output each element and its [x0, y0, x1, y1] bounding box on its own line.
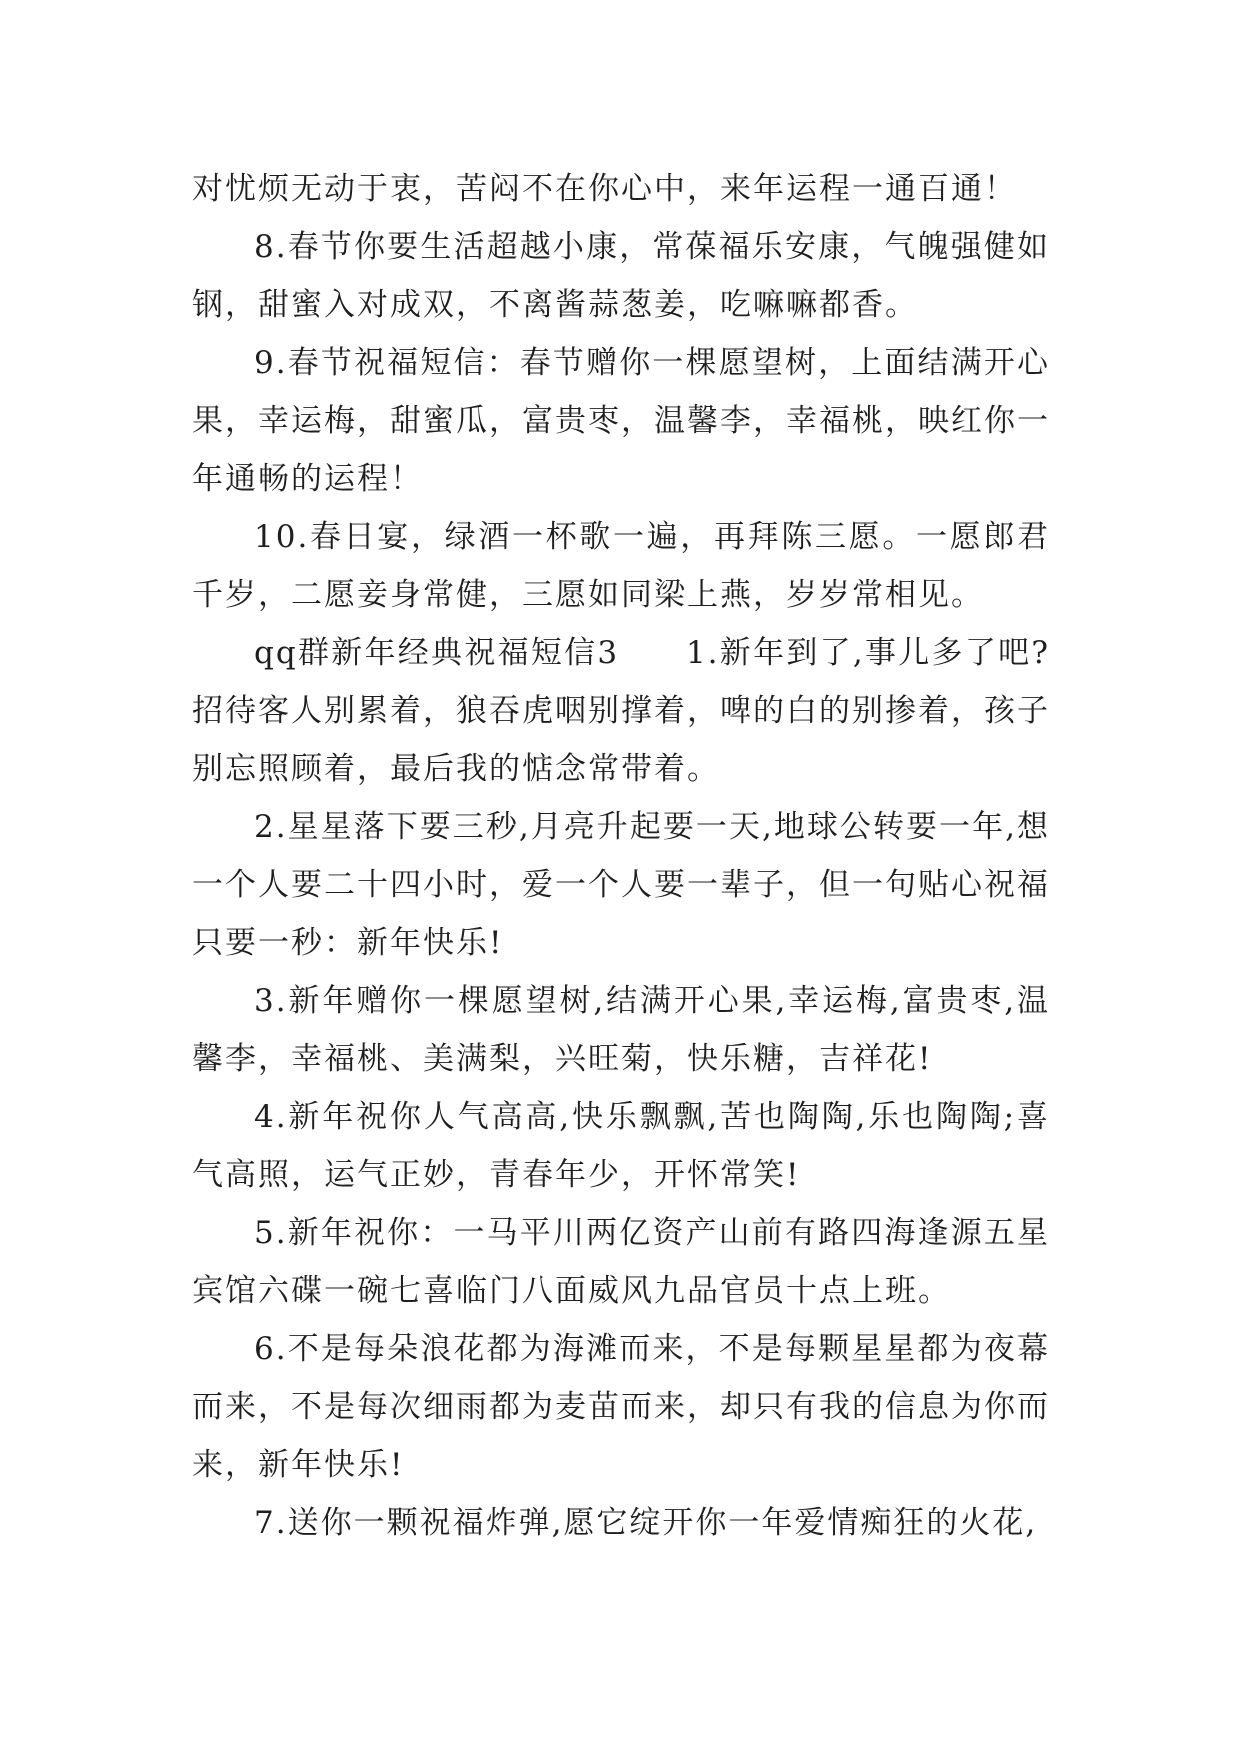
- paragraph: 3.新年赠你一棵愿望树,结满开心果,幸运梅,富贵枣,温馨李，幸福桃、美满梨，兴旺菊，快乐糖，吉祥花!: [192, 983, 1050, 1077]
- paragraph: qq群新年经典祝福短信3 1.新年到了,事儿多了吧?招待客人别累着，狼吞虎咽别撑着，啤的白的别掺着，孩子别忘照顾着，最后我的惦念常带着。: [192, 635, 1050, 787]
- paragraph: 2.星星落下要三秒,月亮升起要一天,地球公转要一年,想一个人要二十四小时，爱一个人要一辈子，但一句贴心祝福只要一秒：新年快乐!: [192, 809, 1050, 961]
- paragraph: 8.春节你要生活超越小康，常葆福乐安康，气魄强健如钢，甜蜜入对成双，不离酱蒜葱姜，吃嘛嘛都香。: [192, 229, 1050, 323]
- paragraph: 5.新年祝你：一马平川两亿资产山前有路四海逢源五星宾馆六碟一碗七喜临门八面威风九品官员十点上班。: [192, 1215, 1050, 1309]
- document-body: [192, 160, 1050, 1552]
- paragraph: 10.春日宴，绿酒一杯歌一遍，再拜陈三愿。一愿郎君千岁，二愿妾身常健，三愿如同梁上燕，岁岁常相见。: [192, 519, 1050, 613]
- paragraph: 对忧烦无动于衷，苦闷不在你心中，来年运程一通百通！: [192, 171, 1017, 207]
- paragraph: 4.新年祝你人气高高,快乐飘飘,苦也陶陶,乐也陶陶;喜气高照，运气正妙，青春年少，开怀常笑!: [192, 1099, 1050, 1193]
- paragraph: 7.送你一颗祝福炸弹,愿它绽开你一年爱情痴狂的火花,: [254, 1505, 1038, 1541]
- paragraph: 9.春节祝福短信：春节赠你一棵愿望树，上面结满开心果，幸运梅，甜蜜瓜，富贵枣，温馨李，幸福桃，映红你一年通畅的运程！: [192, 345, 1050, 497]
- paragraph: 6.不是每朵浪花都为海滩而来，不是每颗星星都为夜幕而来，不是每次细雨都为麦苗而来，却只有我的信息为你而来，新年快乐!: [192, 1331, 1050, 1483]
